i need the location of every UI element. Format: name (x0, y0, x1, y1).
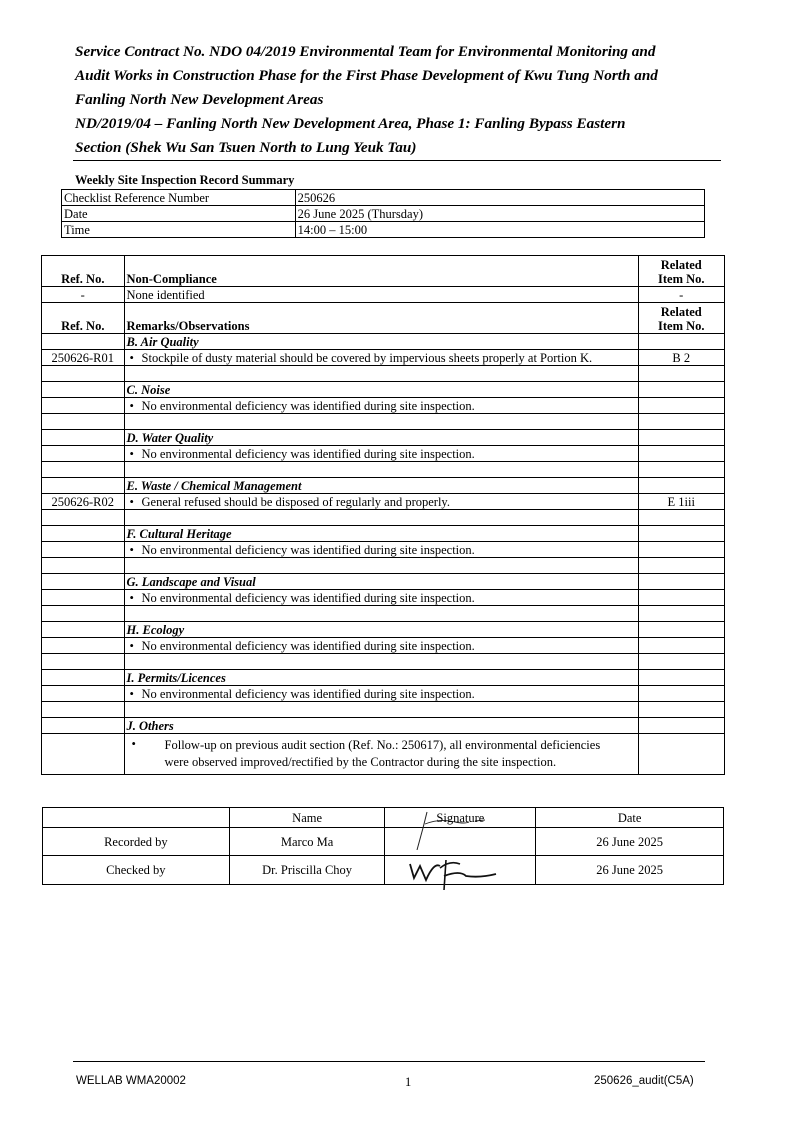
remark-item (638, 590, 724, 606)
table-row (43, 856, 724, 885)
remark-item (638, 686, 724, 702)
nc-item: - (638, 287, 724, 303)
remark-ref (42, 446, 125, 462)
section-title-row (42, 478, 725, 494)
nc-text: None identified (124, 287, 638, 303)
signoff-date: 26 June 2025 (536, 828, 724, 856)
table-row (43, 828, 724, 856)
remark-item (638, 446, 724, 462)
remark-text: • No environmental deficiency was identified during site inspection. (124, 590, 638, 606)
section-title: F. Cultural Heritage (124, 526, 638, 542)
bullet: • (129, 495, 134, 509)
signoff-name: Dr. Priscilla Choy (229, 856, 385, 885)
section-title-row (42, 382, 725, 398)
remark-text: • No environmental deficiency was identified during site inspection. (124, 398, 638, 414)
remark-text: • No environmental deficiency was identified during site inspection. (124, 686, 638, 702)
header-ref-no: Ref. No. (42, 256, 125, 287)
remark-ref (42, 542, 125, 558)
others-line: were observed improved/rectified by the Contractor during the site inspection. (164, 755, 557, 769)
bullet: • (129, 399, 134, 413)
footer-left: WELLAB WMA20002 (76, 1075, 186, 1087)
page-number: 1 (405, 1075, 412, 1089)
section-title-row (42, 622, 725, 638)
header-date: Date (536, 808, 724, 828)
table-header-row (42, 303, 725, 334)
section-title: E. Waste / Chemical Management (124, 478, 638, 494)
remark-text: • General refused should be disposed of regularly and properly. (124, 494, 638, 510)
bullet: • (129, 639, 134, 653)
section-remark-row (42, 446, 725, 462)
header-line: Fanling North New Development Areas (75, 91, 324, 108)
signoff-blank-header (43, 808, 230, 828)
signature-priscilla-choy (400, 854, 510, 898)
table-row (62, 190, 705, 206)
table-header-row (42, 256, 725, 287)
section-title: D. Water Quality (124, 430, 638, 446)
signoff-date: 26 June 2025 (536, 856, 724, 885)
summary-title: Weekly Site Inspection Record Summary (75, 173, 295, 187)
section-title-row (42, 334, 725, 350)
remark-item (638, 398, 724, 414)
table-row (42, 287, 725, 303)
section-remark-row (42, 542, 725, 558)
remark-text: • No environmental deficiency was identified during site inspection. (124, 542, 638, 558)
section-title-row (42, 670, 725, 686)
remark-ref (42, 686, 125, 702)
section-remark-row (42, 638, 725, 654)
table-row (62, 222, 705, 238)
section-title: B. Air Quality (124, 334, 638, 350)
summary-label: Date (62, 206, 296, 222)
remark-item: E 1iii (638, 494, 724, 510)
remark-item: B 2 (638, 350, 724, 366)
signature-image (385, 856, 536, 885)
header-related-item: Related Item No. (638, 256, 724, 287)
signature-image (385, 828, 536, 856)
header-remarks: Remarks/Observations (124, 303, 638, 334)
header-related-item: Related Item No. (638, 303, 724, 334)
section-title: C. Noise (124, 382, 638, 398)
section-title-row (42, 718, 725, 734)
header-divider (73, 160, 721, 161)
signoff-name: Marco Ma (229, 828, 385, 856)
section-title-row (42, 574, 725, 590)
others-remark (124, 734, 638, 775)
spacer-row (42, 366, 725, 382)
section-title: J. Others (124, 718, 638, 734)
spacer-row (42, 702, 725, 718)
section-title-row (42, 526, 725, 542)
remark-text: • Stockpile of dusty material should be covered by impervious sheets properly at Portion K. (124, 350, 638, 366)
remark-item (638, 542, 724, 558)
header-line: Audit Works in Construction Phase for the First Phase Development of Kwu Tung North and (75, 67, 658, 84)
remark-ref: 250626-R02 (42, 494, 125, 510)
nc-ref: - (42, 287, 125, 303)
signoff-role: Recorded by (43, 828, 230, 856)
summary-label: Time (62, 222, 296, 238)
spacer-row (42, 510, 725, 526)
section-title: H. Ecology (124, 622, 638, 638)
others-line: Follow-up on previous audit section (Ref. No.: 250617), all environmental deficiencies (164, 738, 601, 752)
bullet: • (129, 687, 134, 701)
section-remark-row (42, 350, 725, 366)
bullet: • (129, 447, 134, 461)
section-remark-row (42, 590, 725, 606)
header-non-compliance: Non-Compliance (124, 256, 638, 287)
spacer-row (42, 558, 725, 574)
summary-value: 14:00 – 15:00 (295, 222, 704, 238)
section-title-row (42, 430, 725, 446)
remark-ref (42, 398, 125, 414)
table-row (62, 206, 705, 222)
bullet: • (129, 591, 134, 605)
spacer-row (42, 654, 725, 670)
header-ref-no: Ref. No. (42, 303, 125, 334)
header-signature: Signature (385, 808, 536, 828)
summary-value: 250626 (295, 190, 704, 206)
section-remark-row (42, 398, 725, 414)
header-line: Section (Shek Wu San Tsuen North to Lung Yeuk Tau) (75, 139, 417, 156)
summary-table (61, 189, 705, 238)
compliance-table (41, 255, 725, 775)
section-title: I. Permits/Licences (124, 670, 638, 686)
section-remark-row (42, 494, 725, 510)
remark-text: • No environmental deficiency was identified during site inspection. (124, 446, 638, 462)
remark-ref (42, 638, 125, 654)
footer-right: 250626_audit(C5A) (594, 1075, 694, 1087)
summary-label: Checklist Reference Number (62, 190, 296, 206)
section-remark-row (42, 686, 725, 702)
remark-text: • No environmental deficiency was identified during site inspection. (124, 638, 638, 654)
bullet: • (129, 351, 134, 365)
remark-ref (42, 590, 125, 606)
summary-value: 26 June 2025 (Thursday) (295, 206, 704, 222)
remark-ref: 250626-R01 (42, 350, 125, 366)
spacer-row (42, 414, 725, 430)
section-title: G. Landscape and Visual (124, 574, 638, 590)
header-line: ND/2019/04 – Fanling North New Development Area, Phase 1: Fanling Bypass Eastern (75, 115, 626, 132)
remark-item (638, 638, 724, 654)
document-header (75, 40, 715, 160)
signoff-table (42, 807, 724, 885)
header-name: Name (229, 808, 385, 828)
bullet: • (129, 543, 134, 557)
spacer-row (42, 606, 725, 622)
footer-divider (73, 1061, 705, 1062)
signoff-role: Checked by (43, 856, 230, 885)
section-remark-row (42, 734, 725, 775)
header-line: Service Contract No. NDO 04/2019 Environmental Team for Environmental Monitoring and (75, 43, 656, 60)
spacer-row (42, 462, 725, 478)
table-header-row (43, 808, 724, 828)
bullet: • (131, 737, 136, 751)
